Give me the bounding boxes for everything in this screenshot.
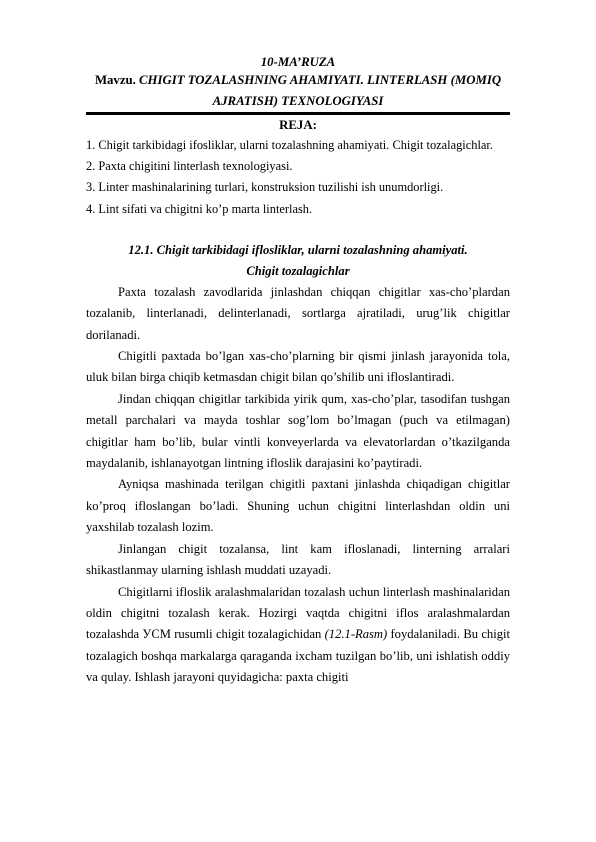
topic-title: CHIGIT TOZALASHNING AHAMIYATI. LINTERLASH (MOMIQ AJRATISH) TEXNOLOGIYASI	[139, 73, 502, 108]
plan-title: REJA:	[279, 118, 317, 132]
document-page	[86, 55, 510, 689]
section-heading: 12.1. Chigit tarkibidagi iflosliklar, ularni tozalashning ahamiyati.	[128, 242, 468, 257]
body-paragraph: Chigitli paxtada bo’lgan xas-cho’plarning bir qismi jinlash jarayonida tola, uluk bilan birga chiqib ketmasdan chigit bilan qo’shilib uni ifloslantiradi.	[86, 349, 510, 385]
plan-item: 4. Lint sifati va chigitni ko’p marta linterlash.	[86, 201, 313, 216]
body-paragraph: Jinlangan chigit tozalansa, lint kam ifloslanadi, linterning arralari shikastlanmay ularning ishlash muddati uzayadi.	[86, 541, 510, 578]
paragraph-text: Chigitlarni ifloslik aralashmalaridan tozalash uchun linterlash mashinalaridan oldin chigitni tozalash kerak. Hozirgi vaqtda chigitni iflos aralashmalardan tozalashda УСМ rusumli chigit tozalagichidan	[86, 584, 510, 642]
body-paragraph-with-figure-ref	[86, 582, 510, 689]
figure-reference: (12.1-Rasm)	[324, 627, 388, 642]
plan-item: 1. Chigit tarkibidagi ifosliklar, ularni tozalashning ahamiyati. Chigit tozalagichlar.	[86, 138, 493, 152]
plan-item: 2. Paxta chigitini linterlash texnologiyasi.	[86, 159, 293, 174]
section-subheading: Chigit tozalagichlar	[246, 263, 350, 278]
topic-prefix: Mavzu.	[94, 73, 140, 87]
body-paragraph: Ayniqsa mashinada terilgan chigitli paxtani jinlashda chiqadigan chigitlar ko’proq ifloslangan bo’ladi. Shuning uchun chigitni linterlashdan oldin uni yaxshilab tozalash lozim.	[86, 477, 510, 535]
lecture-topic	[86, 70, 510, 112]
body-paragraph: Jindan chiqqan chigitlar tarkibida yirik qum, xas-cho’plar, tasodifan tushgan metall parchalari va mayda toshlar sog’lom bo’lmagan (puch va etilmagan) chigitlar ham bo’lib, bular vintli konveyerlarda va elevatorlardan o’tkazilganda maydalanib, ishlanayotgan lintning ifloslik darajasini ko’paytiradi.	[86, 391, 510, 471]
plan-list	[86, 135, 510, 220]
paragraph-text: foydalaniladi. Bu chigit tozalagich boshqa markalarga qaraganda ixcham tuzilgan bo’lib, uni ishlatish oddiy va qulay. Ishlash jarayoni quyidagicha: paxta chigiti	[86, 627, 510, 685]
plan-item: 3. Linter mashinalarining turlari, konstruksion tuzilishi ish unumdorligi.	[86, 180, 444, 195]
body-paragraph: Paxta tozalash zavodlarida jinlashdan chiqqan chigitlar xas-cho’plardan tozalanib, linterlanadi, delinterlanadi, sortlarga ajratiladi, urug’lik chigitlar dorilanadi.	[86, 284, 510, 342]
lecture-number: 10-MA’RUZA	[260, 55, 336, 69]
